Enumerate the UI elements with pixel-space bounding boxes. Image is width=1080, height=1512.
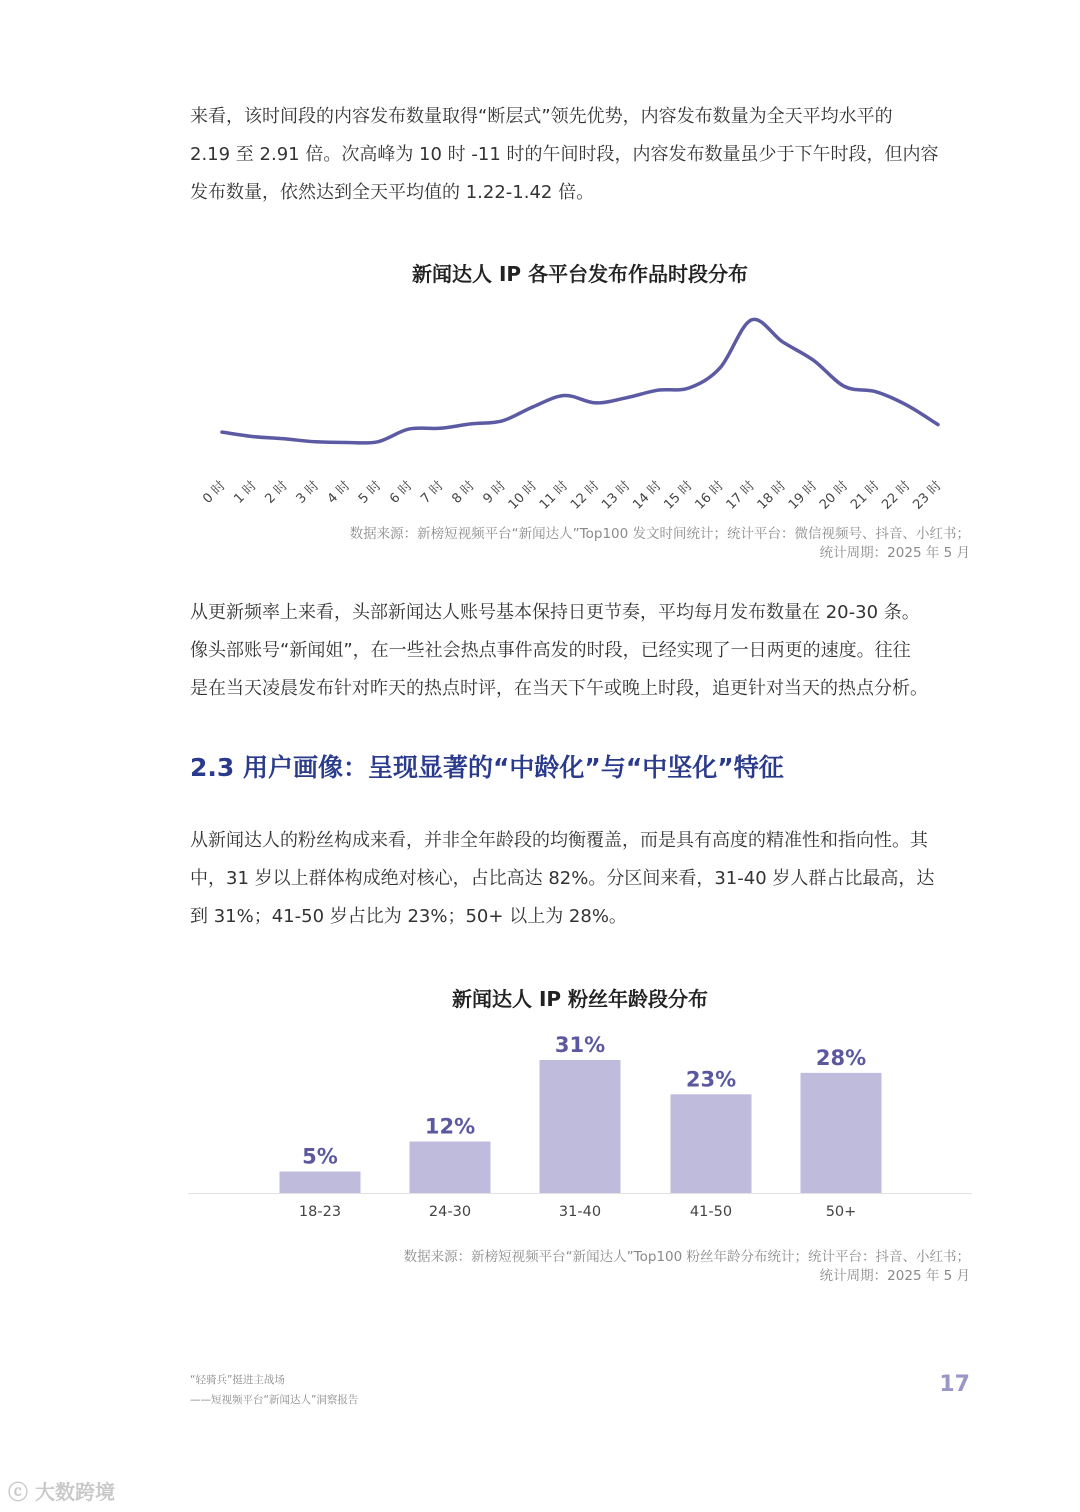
text-line: 从更新频率上来看，头部新闻达人账号基本保持日更节奏，平均每月发布数量在 20-30 条。 [190, 602, 920, 623]
intro-paragraph [190, 98, 980, 212]
text-line: 像头部账号“新闻姐”，在一些社会热点事件高发的时段，已经实现了一日两更的速度。往往 [190, 640, 911, 661]
x-tick-label: 10 时 [505, 478, 541, 513]
x-tick-label: 1 时 [231, 478, 260, 507]
x-tick-label: 7 时 [418, 478, 447, 507]
x-tick-label: 13 时 [599, 478, 634, 513]
x-tick-label: 24-30 [428, 1204, 472, 1220]
section-heading: 2.3 用户画像：呈现显著的“中龄化”与“中坚化”特征 [190, 753, 784, 782]
x-tick-label: 4 时 [324, 478, 354, 507]
x-tick-label: 20 时 [817, 478, 852, 513]
watermark-text: 大数跨境 [34, 1480, 115, 1504]
source-line: 统计周期：2025 年 5 月 [819, 1268, 970, 1284]
x-tick-label: 3 时 [293, 478, 323, 507]
bar [801, 1073, 882, 1193]
bar-chart-source [404, 1248, 970, 1286]
x-tick-label: 11 时 [536, 478, 572, 513]
x-tick-label: 18-23 [298, 1204, 342, 1220]
x-tick-label: 15 时 [661, 478, 696, 513]
source-line: 数据来源：新榜短视频平台“新闻达人”Top100 粉丝年龄分布统计；统计平台：抖音、小红书； [403, 1249, 970, 1265]
bar-data-label: 28% [815, 1045, 867, 1070]
bar-chart [0, 1025, 1080, 1235]
x-tick-label: 17 时 [723, 478, 759, 513]
text-line: 来看，该时间段的内容发布数量取得“断层式”领先优势，内容发布数量为全天平均水平的 [190, 106, 893, 127]
footer-report-title [190, 1370, 358, 1410]
footer-line: “轻骑兵”挺进主战场 [190, 1374, 285, 1386]
page-number: 17 [939, 1372, 970, 1397]
x-tick-label: 21 时 [848, 478, 883, 513]
x-tick-label: 23 时 [910, 478, 945, 513]
line-chart [0, 300, 1080, 530]
watermark-logo [8, 1476, 115, 1505]
x-tick-label: 31-40 [558, 1204, 602, 1220]
bar [280, 1172, 361, 1193]
x-tick-label: 16 时 [692, 478, 727, 513]
x-tick-label: 8 时 [449, 478, 478, 507]
x-tick-label: 12 时 [567, 478, 603, 513]
x-tick-label: 9 时 [480, 478, 510, 507]
bar-data-label: 5% [302, 1144, 338, 1169]
x-tick-label: 19 时 [785, 478, 821, 513]
text-line: 从新闻达人的粉丝构成来看，并非全年龄段的均衡覆盖，而是具有高度的精准性和指向性。其 [190, 830, 928, 851]
text-line: 到 31%；41-50 岁占比为 23%；50+ 以上为 28%。 [190, 906, 627, 927]
source-line: 数据来源：新榜短视频平台“新闻达人”Top100 发文时间统计；统计平台：微信视频号、抖音、小红书； [349, 526, 970, 542]
x-tick-label: 6 时 [387, 478, 416, 507]
bar [410, 1142, 491, 1193]
text-line: 中，31 岁以上群体构成绝对核心，占比高达 82%。分区间来看，31-40 岁人群占比最高，达 [190, 868, 935, 889]
bar-data-label: 23% [685, 1067, 737, 1092]
text-line: 2.19 至 2.91 倍。次高峰为 10 时 -11 时的午间时段，内容发布数量虽少于下午时段，但内容 [190, 144, 939, 165]
text-line: 是在当天凌晨发布针对昨天的热点时评，在当天下午或晚上时段，追更针对当天的热点分析。 [190, 678, 928, 699]
watermark-icon: ⓒ [8, 1480, 28, 1504]
bar-chart-title: 新闻达人 IP 粉丝年龄段分布 [451, 987, 709, 1011]
footer-line: ——短视频平台“新闻达人”洞察报告 [190, 1394, 359, 1406]
x-tick-label: 5 时 [355, 478, 385, 507]
bar [671, 1094, 752, 1193]
x-tick-label: 50+ [825, 1204, 857, 1220]
bar-data-label: 31% [554, 1033, 606, 1057]
series-line [222, 319, 938, 443]
update-frequency-paragraph [190, 594, 980, 708]
x-tick-label: 18 时 [754, 478, 790, 513]
bar-data-label: 12% [424, 1114, 476, 1139]
x-tick-label: 2 时 [262, 478, 292, 507]
x-tick-label: 0 时 [200, 478, 229, 507]
line-chart-title: 新闻达人 IP 各平台发布作品时段分布 [411, 262, 749, 286]
text-line: 发布数量，依然达到全天平均值的 1.22-1.42 倍。 [190, 182, 595, 203]
x-tick-label: 14 时 [630, 478, 665, 513]
x-tick-label: 41-50 [689, 1204, 733, 1220]
source-line: 统计周期：2025 年 5 月 [819, 545, 970, 561]
bar [540, 1060, 621, 1193]
age-paragraph [190, 822, 980, 936]
line-chart-source [350, 525, 970, 563]
x-tick-label: 22 时 [879, 478, 914, 513]
